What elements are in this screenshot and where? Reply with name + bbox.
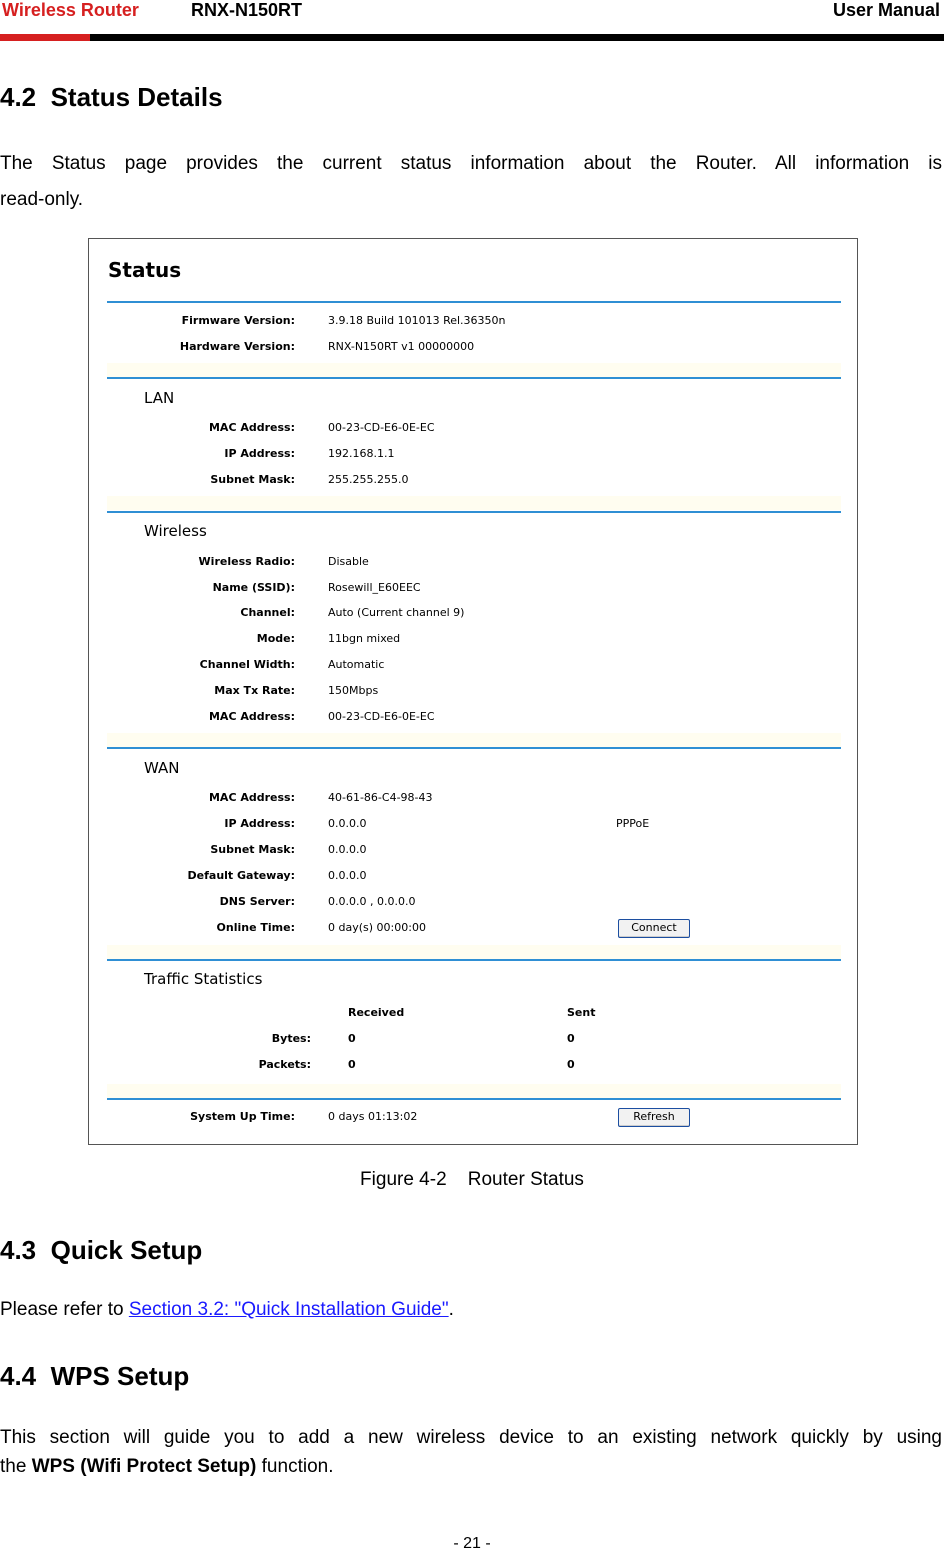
wps-term: WPS (Wifi Protect Setup) [31,1456,257,1477]
quick-setup-text-suffix: . [448,1299,454,1320]
spacer-strip [107,363,841,377]
wps-intro-prefix: the [0,1456,32,1477]
wps-intro-line1: This section will guide you to add a new wireless device to an existing network quickly by using [0,1427,942,1448]
wan-ip-label: IP Address: [224,817,295,830]
default-gateway-label: Default Gateway: [187,869,295,882]
section-divider [107,301,841,303]
lan-subnet-value: 255.255.255.0 [328,473,409,486]
lan-subnet-label: Subnet Mask: [210,473,295,486]
traffic-sent-header: Sent [567,1006,596,1019]
wireless-mac-value: 00-23-CD-E6-0E-EC [328,710,435,723]
header-model: RNX-N150RT [191,0,303,20]
dns-server-label: DNS Server: [219,895,295,908]
firmware-version-label: Firmware Version: [181,314,295,327]
ssid-label: Name (SSID): [212,581,295,594]
heading-wps-setup: 4.4 WPS Setup [0,1361,190,1391]
page-number: - 21 - [453,1535,491,1552]
quick-setup-text [0,1293,942,1327]
max-tx-rate-value: 150Mbps [328,684,379,697]
firmware-version-value: 3.9.18 Build 101013 Rel.36350n [328,314,506,327]
lan-mac-label: MAC Address: [208,421,295,434]
channel-label: Channel: [240,606,295,619]
channel-width-label: Channel Width: [199,658,295,671]
wan-subnet-label: Subnet Mask: [210,843,295,856]
wan-connection-type: PPPoE [616,817,650,830]
traffic-received-header: Received [348,1006,405,1019]
section-divider [107,747,841,749]
heading-status-details: 4.2 Status Details [0,82,223,112]
packets-sent-value: 0 [567,1058,575,1071]
status-title: Status [108,258,182,282]
router-status-panel [88,238,858,1145]
mode-value: 11bgn mixed [328,632,401,645]
quick-setup-text-prefix: Please refer to [0,1299,129,1320]
refresh-button[interactable]: Refresh [618,1108,690,1127]
default-gateway-value: 0.0.0.0 [328,869,367,882]
lan-ip-label: IP Address: [224,447,295,460]
packets-received-value: 0 [348,1058,356,1071]
status-intro-line1: The Status page provides the current status information about the Router. All information is [0,153,942,174]
bytes-label: Bytes: [271,1032,311,1045]
wireless-radio-label: Wireless Radio: [198,555,295,568]
header-rule-black [90,34,944,41]
wan-subnet-value: 0.0.0.0 [328,843,367,856]
wan-mac-label: MAC Address: [208,791,295,804]
spacer-strip [107,733,841,747]
channel-value: Auto (Current channel 9) [328,606,465,619]
lan-section-title: LAN [144,389,175,407]
spacer-strip [107,945,841,959]
lan-mac-value: 00-23-CD-E6-0E-EC [328,421,435,434]
system-up-time-label: System Up Time: [190,1110,295,1123]
wan-section-title: WAN [144,759,180,777]
bytes-sent-value: 0 [567,1032,575,1045]
hardware-version-value: RNX-N150RT v1 00000000 [328,340,475,353]
connect-button[interactable]: Connect [618,919,690,938]
max-tx-rate-label: Max Tx Rate: [214,684,295,697]
dns-server-value: 0.0.0.0 , 0.0.0.0 [328,895,416,908]
system-up-time-value: 0 days 01:13:02 [328,1110,418,1123]
online-time-label: Online Time: [216,921,295,934]
packets-label: Packets: [258,1058,311,1071]
traffic-section-title: Traffic Statistics [144,970,263,988]
lan-ip-value: 192.168.1.1 [328,447,395,460]
online-time-value: 0 day(s) 00:00:00 [328,921,426,934]
header-rule-red [0,34,90,41]
status-intro-line2: read-only. [0,189,84,210]
ssid-value: Rosewill_E60EEC [328,581,421,594]
section-divider [107,377,841,379]
section-divider [107,511,841,513]
quick-installation-guide-link[interactable]: Section 3.2: "Quick Installation Guide" [128,1299,449,1320]
wps-intro-line2 [0,1450,942,1484]
spacer-strip [107,496,841,510]
heading-quick-setup: 4.3 Quick Setup [0,1235,203,1265]
wireless-section-title: Wireless [144,522,207,540]
bytes-received-value: 0 [348,1032,356,1045]
wps-intro-suffix: function. [256,1456,334,1477]
figure-caption: Figure 4-2 Router Status [360,1169,584,1190]
wan-mac-value: 40-61-86-C4-98-43 [328,791,433,804]
hardware-version-label: Hardware Version: [179,340,295,353]
mode-label: Mode: [256,632,295,645]
header-product-name: Wireless Router [2,0,139,20]
wan-ip-value: 0.0.0.0 [328,817,367,830]
spacer-strip [107,1084,841,1098]
section-divider [107,959,841,961]
channel-width-value: Automatic [328,658,385,671]
wireless-radio-value: Disable [328,555,369,568]
section-divider [107,1098,841,1100]
wireless-mac-label: MAC Address: [208,710,295,723]
header-manual-title: User Manual [832,0,940,20]
